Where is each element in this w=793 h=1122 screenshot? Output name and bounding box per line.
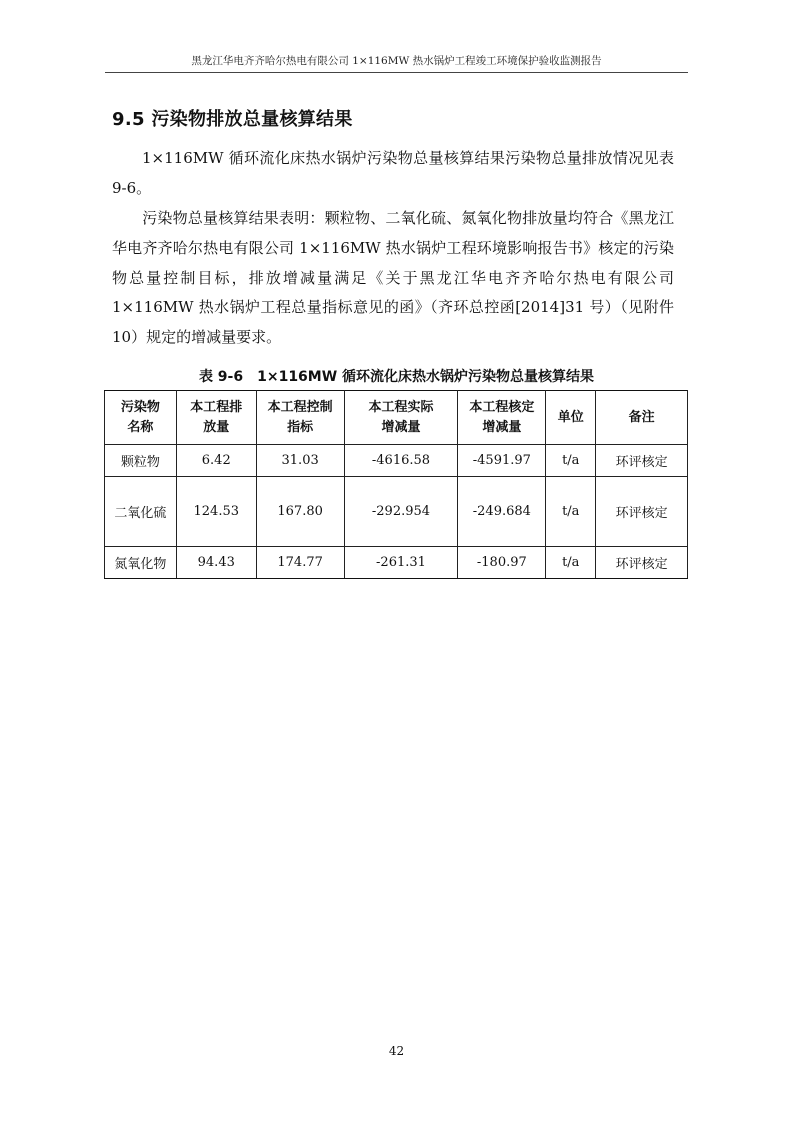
table-row bbox=[105, 445, 688, 477]
page-number: 42 bbox=[388, 1044, 405, 1058]
cell-unit: t/a bbox=[546, 547, 596, 579]
cell-pollutant: 二氧化硫 bbox=[105, 477, 177, 547]
header-control-target: 本工程控制 指标 bbox=[256, 391, 344, 445]
table-header-row bbox=[105, 391, 688, 445]
cell-pollutant: 氮氧化物 bbox=[105, 547, 177, 579]
header-unit: 单位 bbox=[546, 391, 596, 445]
header-remark: 备注 bbox=[596, 391, 688, 445]
cell-control-target: 31.03 bbox=[256, 445, 344, 477]
cell-approved-change: -180.97 bbox=[458, 547, 546, 579]
cell-pollutant: 颗粒物 bbox=[105, 445, 177, 477]
paragraph-conclusion bbox=[112, 204, 674, 353]
section-title: 9.5 污染物排放总量核算结果 bbox=[112, 109, 353, 130]
header-pollutant-name: 污染物 名称 bbox=[105, 391, 177, 445]
header-rule bbox=[105, 72, 688, 73]
cell-remark: 环评核定 bbox=[596, 547, 688, 579]
header-approved-change: 本工程核定 增减量 bbox=[458, 391, 546, 445]
cell-control-target: 174.77 bbox=[256, 547, 344, 579]
paragraph-summary bbox=[112, 144, 674, 204]
cell-approved-change: -249.684 bbox=[458, 477, 546, 547]
cell-unit: t/a bbox=[546, 477, 596, 547]
cell-actual-change: -4616.58 bbox=[344, 445, 458, 477]
cell-control-target: 167.80 bbox=[256, 477, 344, 547]
paragraph-summary-text: 1×116MW 循环流化床热水锅炉污染物总量核算结果污染物总量排放情况见表 9-6。 bbox=[112, 149, 674, 197]
table-caption: 表 9-6 1×116MW 循环流化床热水锅炉污染物总量核算结果 bbox=[198, 369, 595, 385]
table-row bbox=[105, 477, 688, 547]
page-header: 黑龙江华电齐齐哈尔热电有限公司 1×116MW 热水锅炉工程竣工环境保护验收监测报告 bbox=[191, 55, 602, 67]
cell-actual-change: -261.31 bbox=[344, 547, 458, 579]
cell-emission: 6.42 bbox=[176, 445, 256, 477]
header-actual-change: 本工程实际 增减量 bbox=[344, 391, 458, 445]
cell-emission: 94.43 bbox=[176, 547, 256, 579]
cell-emission: 124.53 bbox=[176, 477, 256, 547]
emissions-table bbox=[104, 390, 688, 579]
cell-remark: 环评核定 bbox=[596, 445, 688, 477]
cell-remark: 环评核定 bbox=[596, 477, 688, 547]
cell-actual-change: -292.954 bbox=[344, 477, 458, 547]
cell-unit: t/a bbox=[546, 445, 596, 477]
paragraph-conclusion-text: 污染物总量核算结果表明：颗粒物、二氧化硫、氮氧化物排放量均符合《黑龙江华电齐齐哈尔热电有限公司 1×116MW 热水锅炉工程环境影响报告书》核定的污染物总量控制目标，排放增减量满足《关于黑龙江华电齐齐哈尔热电有限公司 1×116MW 热水锅炉工程总量指标意见的函》（齐环总控函[2014]31 号）（见附件 10）规定的增减量要求。 bbox=[112, 209, 674, 347]
cell-approved-change: -4591.97 bbox=[458, 445, 546, 477]
table-row bbox=[105, 547, 688, 579]
header-emission: 本工程排 放量 bbox=[176, 391, 256, 445]
